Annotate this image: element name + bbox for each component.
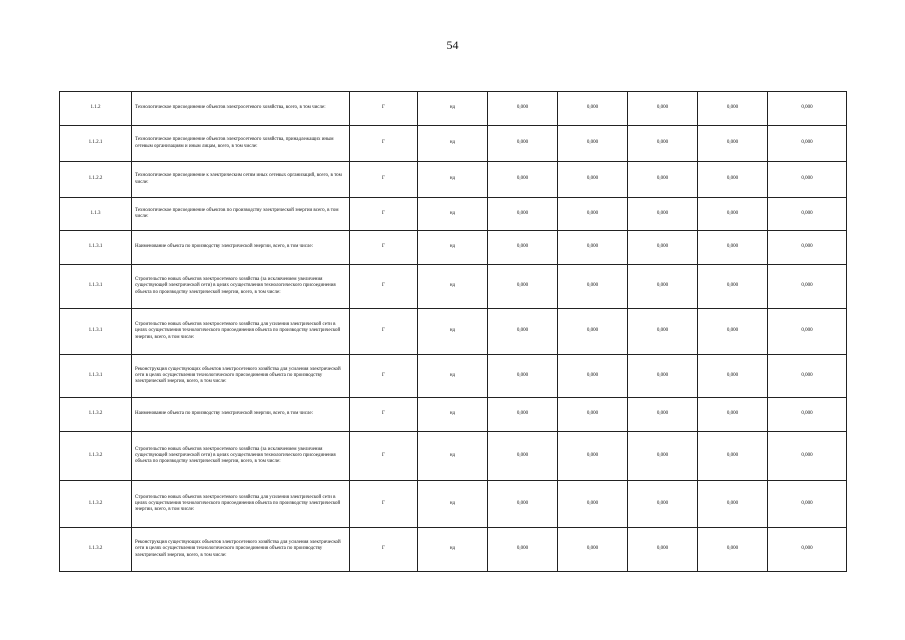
table-row — [60, 231, 847, 265]
row-status-cell: нд — [418, 92, 488, 126]
row-code-cell: 1.1.2 — [60, 92, 132, 126]
row-value-cell: 0,000 — [628, 432, 698, 481]
row-value-cell: 0,000 — [628, 309, 698, 355]
row-name-cell: Строительство новых объектов электросетевого хозяйства для усиления электрической сети в целях осуществления технологического присоединения объекта по производству электрической энергии, всего, в том числе: — [132, 481, 350, 528]
row-value-cell: 0,000 — [558, 528, 628, 572]
row-unit-cell: Г — [350, 309, 418, 355]
row-status-cell: нд — [418, 355, 488, 398]
row-value-cell: 0,000 — [698, 355, 768, 398]
row-code-cell: 1.1.3.1 — [60, 231, 132, 265]
table-row — [60, 309, 847, 355]
row-value-cell: 0,000 — [558, 355, 628, 398]
report-table — [59, 91, 847, 572]
table-row — [60, 398, 847, 432]
row-status-cell: нд — [418, 528, 488, 572]
row-value-cell: 0,000 — [698, 231, 768, 265]
row-value-cell: 0,000 — [488, 265, 558, 309]
row-value-cell: 0,000 — [768, 92, 847, 126]
table-row — [60, 265, 847, 309]
row-unit-cell: Г — [350, 162, 418, 198]
table-row — [60, 481, 847, 528]
row-code-cell: 1.1.2.1 — [60, 126, 132, 162]
row-unit-cell: Г — [350, 92, 418, 126]
row-value-cell: 0,000 — [768, 309, 847, 355]
row-code-cell: 1.1.3.2 — [60, 481, 132, 528]
row-value-cell: 0,000 — [488, 528, 558, 572]
row-status-cell: нд — [418, 309, 488, 355]
row-status-cell: нд — [418, 231, 488, 265]
table-row — [60, 92, 847, 126]
row-unit-cell: Г — [350, 432, 418, 481]
table-row — [60, 528, 847, 572]
row-value-cell: 0,000 — [698, 92, 768, 126]
row-status-cell: нд — [418, 162, 488, 198]
row-status-cell: нд — [418, 481, 488, 528]
row-name-cell: Технологическое присоединение к электрическим сетям иных сетевых организаций, всего, в том числе: — [132, 162, 350, 198]
row-value-cell: 0,000 — [768, 162, 847, 198]
row-code-cell: 1.1.2.2 — [60, 162, 132, 198]
row-value-cell: 0,000 — [768, 432, 847, 481]
row-value-cell: 0,000 — [558, 309, 628, 355]
row-value-cell: 0,000 — [488, 309, 558, 355]
row-value-cell: 0,000 — [628, 92, 698, 126]
row-value-cell: 0,000 — [558, 92, 628, 126]
row-code-cell: 1.1.3.2 — [60, 432, 132, 481]
row-value-cell: 0,000 — [488, 126, 558, 162]
row-value-cell: 0,000 — [768, 126, 847, 162]
row-status-cell: нд — [418, 126, 488, 162]
page-number: 54 — [446, 38, 459, 52]
row-value-cell: 0,000 — [768, 481, 847, 528]
row-value-cell: 0,000 — [558, 432, 628, 481]
row-name-cell: Реконструкция существующих объектов электросетевого хозяйства для усиления электрической сети в целях осуществления технологического присоединения объекта по производству электрической энергии, всего, в том числе: — [132, 355, 350, 398]
row-status-cell: нд — [418, 432, 488, 481]
table-row — [60, 432, 847, 481]
row-name-cell: Наименование объекта по производству электрической энергии, всего, в том числе: — [132, 231, 350, 265]
row-name-cell: Реконструкция существующих объектов электросетевого хозяйства для усиления электрической сети в целях осуществления технологического присоединения объекта по производству электрической энергии, всего, в том числе: — [132, 528, 350, 572]
row-value-cell: 0,000 — [558, 126, 628, 162]
row-unit-cell: Г — [350, 481, 418, 528]
row-code-cell: 1.1.3 — [60, 198, 132, 231]
table-row — [60, 162, 847, 198]
row-code-cell: 1.1.3.1 — [60, 309, 132, 355]
row-value-cell: 0,000 — [698, 265, 768, 309]
row-code-cell: 1.1.3.1 — [60, 265, 132, 309]
row-value-cell: 0,000 — [558, 231, 628, 265]
row-name-cell: Технологическое присоединение объектов электросетевого хозяйства, всего, в том числе: — [132, 92, 350, 126]
table-row — [60, 355, 847, 398]
row-value-cell: 0,000 — [558, 265, 628, 309]
row-name-cell: Наименование объекта по производству электрической энергии, всего, в том числе: — [132, 398, 350, 432]
row-value-cell: 0,000 — [488, 92, 558, 126]
row-value-cell: 0,000 — [488, 432, 558, 481]
row-name-cell: Технологическое присоединение объектов по производству электрической энергии всего, в том числе: — [132, 198, 350, 231]
row-value-cell: 0,000 — [768, 398, 847, 432]
row-value-cell: 0,000 — [768, 198, 847, 231]
row-name-cell: Строительство новых объектов электросетевого хозяйства для усиления электрической сети в целях осуществления технологического присоединения объекта по производству электрической энергии, всего, в том числе: — [132, 309, 350, 355]
row-value-cell: 0,000 — [628, 198, 698, 231]
row-value-cell: 0,000 — [698, 198, 768, 231]
row-name-cell: Технологическое присоединение объектов электросетевого хозяйства, принадлежащих иным сетевым организациям и иным лицам, всего, в том числе: — [132, 126, 350, 162]
row-unit-cell: Г — [350, 126, 418, 162]
row-value-cell: 0,000 — [768, 528, 847, 572]
row-status-cell: нд — [418, 265, 488, 309]
row-value-cell: 0,000 — [488, 162, 558, 198]
row-value-cell: 0,000 — [488, 231, 558, 265]
row-unit-cell: Г — [350, 355, 418, 398]
row-value-cell: 0,000 — [698, 126, 768, 162]
table-row — [60, 126, 847, 162]
row-status-cell: нд — [418, 198, 488, 231]
row-value-cell: 0,000 — [628, 355, 698, 398]
row-value-cell: 0,000 — [488, 398, 558, 432]
row-value-cell: 0,000 — [628, 398, 698, 432]
row-value-cell: 0,000 — [628, 162, 698, 198]
row-value-cell: 0,000 — [558, 198, 628, 231]
row-value-cell: 0,000 — [698, 528, 768, 572]
row-value-cell: 0,000 — [488, 198, 558, 231]
row-value-cell: 0,000 — [628, 231, 698, 265]
row-value-cell: 0,000 — [558, 398, 628, 432]
row-value-cell: 0,000 — [698, 309, 768, 355]
row-value-cell: 0,000 — [558, 162, 628, 198]
row-value-cell: 0,000 — [628, 265, 698, 309]
row-value-cell: 0,000 — [698, 432, 768, 481]
table-row — [60, 198, 847, 231]
row-code-cell: 1.1.3.1 — [60, 355, 132, 398]
row-unit-cell: Г — [350, 231, 418, 265]
row-value-cell: 0,000 — [628, 126, 698, 162]
row-value-cell: 0,000 — [768, 265, 847, 309]
row-value-cell: 0,000 — [558, 481, 628, 528]
row-code-cell: 1.1.3.2 — [60, 528, 132, 572]
row-value-cell: 0,000 — [768, 231, 847, 265]
row-code-cell: 1.1.3.2 — [60, 398, 132, 432]
row-unit-cell: Г — [350, 265, 418, 309]
row-name-cell: Строительство новых объектов электросетевого хозяйства (за исключением увеличения существующей электрической сети) в целях осуществления технологического присоединения объекта по производству электрической энергии, всего, в том числе: — [132, 432, 350, 481]
row-name-cell: Строительство новых объектов электросетевого хозяйства (за исключением увеличения существующей электрической сети) в целях осуществления технологического присоединения объекта по производству электрической энергии, всего, в том числе: — [132, 265, 350, 309]
row-status-cell: нд — [418, 398, 488, 432]
row-value-cell: 0,000 — [698, 398, 768, 432]
row-value-cell: 0,000 — [698, 162, 768, 198]
row-value-cell: 0,000 — [628, 481, 698, 528]
row-value-cell: 0,000 — [698, 481, 768, 528]
row-value-cell: 0,000 — [768, 355, 847, 398]
row-value-cell: 0,000 — [488, 355, 558, 398]
row-value-cell: 0,000 — [628, 528, 698, 572]
row-unit-cell: Г — [350, 198, 418, 231]
row-unit-cell: Г — [350, 398, 418, 432]
row-value-cell: 0,000 — [488, 481, 558, 528]
row-unit-cell: Г — [350, 528, 418, 572]
